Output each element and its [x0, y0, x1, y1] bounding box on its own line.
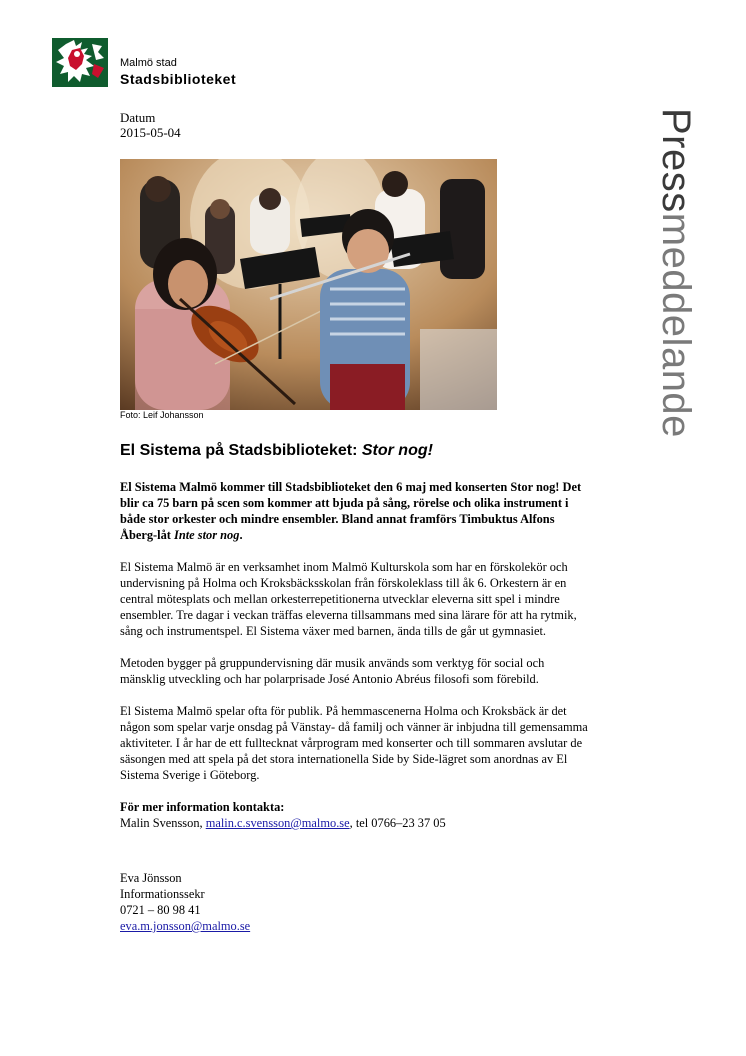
lead-end: . — [239, 528, 243, 542]
press-label-part2: meddelande — [654, 212, 698, 438]
headline-main: El Sistema på Stadsbiblioteket: — [120, 442, 362, 459]
concert-photo — [120, 159, 497, 410]
body-paragraph-1: El Sistema Malmö är en verksamhet inom Malmö Kulturskola som har en förskolekör och undervisning på Holma och Kroksbäcksskolan från förskoleklass till åk 6. Orkestern är en central mötesplats och mellan orkesterrepetitionerna utvecklar eleverna sitt spel i mindre ensembler. Tre dagar i veckan träffas eleverna tillsammans med sina lärare för att ha rytmik, sång och instrumentspel. El Sistema växer med barnen, ända tills de går ut gymnasiet. — [120, 560, 577, 638]
body-paragraph-2: Metoden bygger på gruppundervisning där musik används som verktyg för social och mänsklig utveckling och har polarprisade José Antonio Abréus filosofi som förebild. — [120, 656, 545, 686]
press-release-label — [656, 108, 696, 438]
press-label-part1: Press — [654, 108, 698, 213]
date-label: Datum — [120, 110, 156, 125]
headline — [120, 442, 600, 460]
signature-phone: 0721 – 80 98 41 — [120, 903, 201, 917]
signature-name: Eva Jönsson — [120, 871, 182, 885]
body-paragraph-3: El Sistema Malmö spelar ofta för publik. På hemmascenerna Holma och Kroksbäck är det någon som spelar varje onsdag på Vänstay- då familj och vänner är inbjudna till gemensamma aktiviteter. I år har de ett fulltecknat vårprogram med konserter och till sommaren avslutar de säsongen med att spela på det stora internationella Side by Side-lägret som anordnas av El Sistema Sverige i Göteborg. — [120, 704, 588, 782]
org-subtitle: Malmö stad — [120, 57, 177, 69]
contact-line — [120, 815, 588, 831]
article-body — [120, 479, 588, 831]
date-value: 2015-05-04 — [120, 125, 181, 140]
headline-italic: Stor nog! — [361, 442, 433, 459]
contact-heading: För mer information kontakta: — [120, 800, 285, 814]
org-name: Stadsbiblioteket — [120, 71, 237, 87]
contact-email-link[interactable]: malin.c.svensson@malmo.se — [205, 816, 350, 830]
photo-caption: Foto: Leif Johansson — [120, 410, 204, 420]
griffin-crest-icon — [52, 38, 108, 87]
lead-song-title: Inte stor nog — [174, 528, 240, 542]
lead-text: El Sistema Malmö kommer till Stadsbiblioteket den 6 maj med konserten Stor nog! Det blir ca 75 barn på scen som kommer att bjuda på sång, rörelse och olika instrument i både stor orkester och mindre ensembler. Bland annat framförs Timbuktus Alfons Åberg-låt — [120, 480, 582, 542]
contact-block — [120, 799, 588, 831]
contact-phone: , tel 0766–23 37 05 — [349, 816, 446, 830]
malmo-logo — [52, 38, 108, 87]
contact-name: Malin Svensson, — [120, 816, 206, 830]
signature-title: Informationssekr — [120, 887, 205, 901]
signature-email-link[interactable]: eva.m.jonsson@malmo.se — [120, 919, 251, 933]
lead-paragraph — [120, 479, 588, 543]
signature-block — [120, 870, 250, 934]
